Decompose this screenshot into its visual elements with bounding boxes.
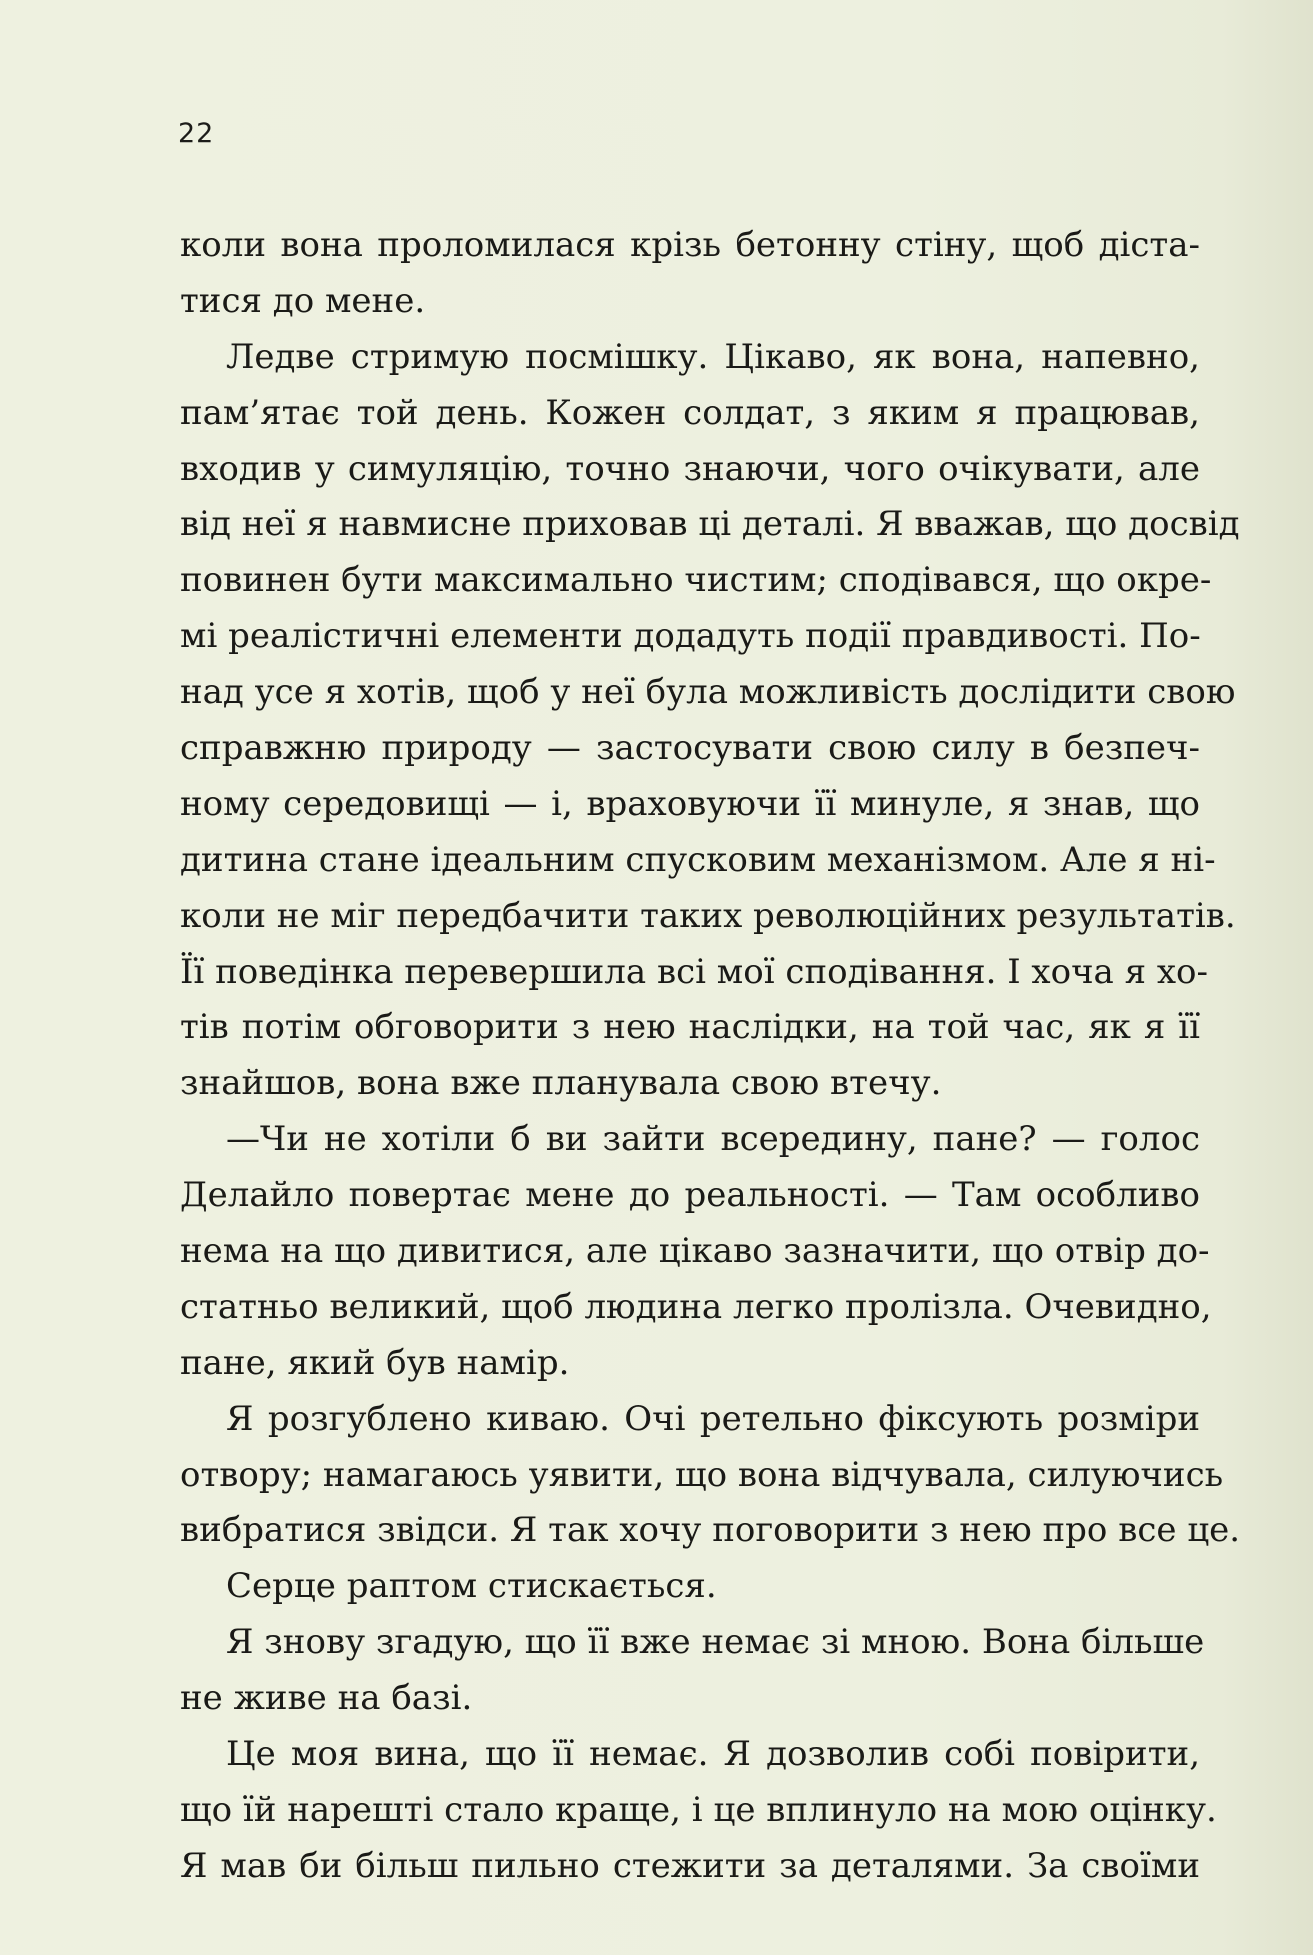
text-line: коли вона проломилася крізь бетонну стіну, щоб діста- [180, 225, 1200, 265]
text-line: вибратися звідси. Я так хочу поговорити з нею про все це. [180, 1510, 1241, 1551]
text-line: пам’ятає той день. Кожен солдат, з яким я працював, [180, 392, 1200, 433]
text-line: Я знову згадую, що її вже немає зі мною. Вона більше [226, 1622, 1205, 1663]
body-text [180, 218, 1241, 1895]
text-line: ному середовищі — і, враховуючи її минуле, я знав, що [180, 783, 1200, 824]
text-line: пане, який був намір. [180, 1342, 570, 1383]
text-line: Серце раптом стискається. [226, 1566, 717, 1607]
text-line: статньо великий, щоб людина легко пролізла. Очевидно, [180, 1286, 1212, 1327]
text-line: Делайло повертає мене до реальності. — Там особливо [180, 1175, 1200, 1216]
text-line: входив у симуляцію, точно знаючи, чого очікувати, але [180, 448, 1200, 489]
text-line: дитина стане ідеальним спусковим механізмом. Але я ні- [180, 839, 1216, 880]
text-line: нема на що дивитися, але цікаво зазначити, що отвір до- [180, 1231, 1210, 1272]
text-line: Я розгублено киваю. Очі ретельно фіксують розміри [226, 1398, 1200, 1439]
text-line: отвору; намагаюсь уявити, що вона відчувала, силуючись [180, 1454, 1224, 1495]
text-line: Я мав би більш пильно стежити за деталями. За своїми [180, 1845, 1200, 1886]
text-line: Її поведінка перевершила всі мої сподівання. І хоча я хо- [180, 951, 1209, 992]
text-line: Ледве стримую посмішку. Цікаво, як вона, напевно, [226, 336, 1200, 377]
text-line: не живе на базі. [180, 1678, 473, 1719]
text-line: повинен бути максимально чистим; сподівався, що окре- [180, 560, 1212, 601]
text-line: що їй нарешті стало краще, і це вплинуло на мою оцінку. [180, 1789, 1217, 1830]
text-line: коли не міг передбачити таких революційних результатів. [180, 895, 1236, 936]
text-line: Це моя вина, що її немає. Я дозволив собі повірити, [226, 1734, 1200, 1775]
text-line: тів потім обговорити з нею наслідки, на той час, як я її [180, 1007, 1200, 1048]
text-line: знайшов, вона вже планувала свою втечу. [180, 1063, 942, 1104]
text-line: від неї я навмисне приховав ці деталі. Я вважав, що досвід [180, 504, 1240, 545]
text-line: мі реалістичні елементи додадуть події правдивості. По- [180, 616, 1201, 657]
text-line: тися до мене. [180, 280, 426, 321]
text-line: над усе я хотів, щоб у неї була можливість дослідити свою [180, 672, 1236, 713]
text-line: —Чи не хотіли б ви зайти всередину, пане? — голос [226, 1119, 1200, 1160]
page-number: 22 [178, 118, 215, 149]
text-line: справжню природу — застосувати свою силу в безпеч- [180, 728, 1200, 769]
